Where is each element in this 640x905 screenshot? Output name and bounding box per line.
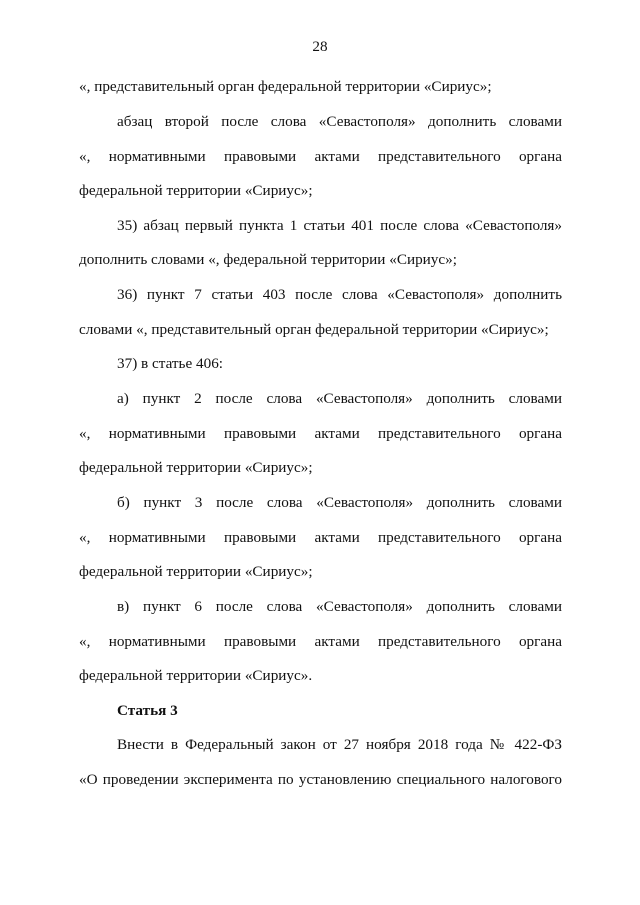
text-line: абзац второй после слова «Севастополя» дополнить словами — [117, 113, 562, 130]
text-line: «, нормативными правовыми актами представительного органа — [79, 148, 562, 165]
text-line: 35) абзац первый пункта 1 статьи 401 после слова «Севастополя» — [117, 217, 562, 234]
text-line: Внести в Федеральный закон от 27 ноября 2018 года № 422-ФЗ — [117, 736, 562, 753]
text-line: 36) пункт 7 статьи 403 после слова «Севастополя» дополнить — [117, 286, 562, 303]
article-heading: Статья 3 — [117, 702, 178, 719]
text-line: «, нормативными правовыми актами представительного органа — [79, 633, 562, 650]
text-line: «, представительный орган федеральной территории «Сириус»; — [79, 78, 492, 95]
text-line: дополнить словами «, федеральной территории «Сириус»; — [79, 251, 457, 268]
text-line: «, нормативными правовыми актами представительного органа — [79, 529, 562, 546]
text-line: словами «, представительный орган федеральной территории «Сириус»; — [79, 321, 549, 338]
text-line: б) пункт 3 после слова «Севастополя» дополнить словами — [117, 494, 562, 511]
text-line: «, нормативными правовыми актами представительного органа — [79, 425, 562, 442]
page-number: 28 — [312, 38, 328, 55]
text-line: федеральной территории «Сириус»; — [79, 182, 313, 199]
text-line: «О проведении эксперимента по установлению специального налогового — [79, 771, 562, 788]
text-line: федеральной территории «Сириус»; — [79, 459, 313, 476]
text-line: федеральной территории «Сириус»; — [79, 563, 313, 580]
text-line: в) пункт 6 после слова «Севастополя» дополнить словами — [117, 598, 562, 615]
text-line: федеральной территории «Сириус». — [79, 667, 313, 684]
text-line: 37) в статье 406: — [117, 355, 224, 372]
text-line: а) пункт 2 после слова «Севастополя» дополнить словами — [117, 390, 562, 407]
